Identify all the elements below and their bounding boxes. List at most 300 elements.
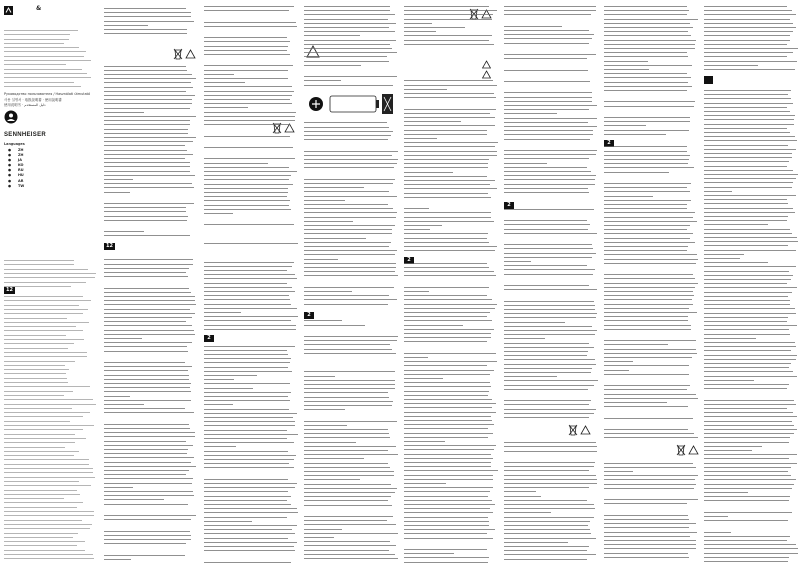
text-line [204,404,233,405]
text-line [104,321,186,322]
text-line [204,312,241,313]
text-line [304,376,335,377]
text-line [604,344,668,345]
text-line [304,23,396,24]
text-line [304,155,392,156]
text-line [504,261,531,262]
text-line [104,432,195,433]
warning-triangle-icon [482,70,491,79]
text-line [104,555,185,556]
text-line [604,14,687,15]
text-line [404,517,488,518]
text-line [204,392,291,393]
text-line [604,134,666,135]
text-line [604,418,693,419]
text-line [204,50,287,51]
text-line [404,180,495,181]
text-line [704,178,796,179]
text-line [104,531,190,532]
text-line [304,44,390,45]
text-line [704,187,792,188]
text-line [504,372,591,373]
text-line [104,33,187,34]
text-line [204,491,288,492]
text-line [304,484,391,485]
text-line [304,492,395,493]
text-line [204,455,296,456]
text-line [104,158,185,159]
text-line [304,458,364,459]
text-line [604,263,696,264]
text-line [504,550,587,551]
text-line [204,147,293,148]
text-line [204,192,288,193]
text-line [604,6,687,7]
text-line [604,291,693,292]
text-line [704,27,796,28]
text-line [504,483,597,484]
text-line [304,122,387,123]
language-item: ● KO [8,163,24,168]
text-line [404,337,491,338]
text-line [404,433,493,434]
text-line [504,163,547,164]
text-line [704,371,793,372]
text-line [4,451,79,452]
text-line [704,416,797,417]
text-line [104,387,190,388]
text-line [4,277,95,278]
text-line [104,436,195,437]
text-line [504,10,596,11]
text-line [304,127,389,128]
text-line [104,304,196,305]
text-line [4,468,93,469]
text-line [204,430,287,431]
text-line [504,404,589,405]
text-line [104,66,186,67]
text-line [404,333,491,334]
text-line [204,496,291,497]
text-line [704,31,793,32]
text-line [504,529,590,530]
text-line [4,309,88,310]
text-line [504,248,593,249]
text-line [504,500,587,501]
text-line [604,187,687,188]
text-line [204,74,234,75]
text-line [104,535,191,536]
text-line [304,48,392,49]
text-line [304,475,394,476]
text-line [304,275,398,276]
text-line [304,388,395,389]
text-line [704,182,793,183]
text-line [704,10,792,11]
text-line [204,383,290,384]
text-line [704,325,797,326]
text-line [504,479,597,480]
text-line [204,504,291,505]
text-line [404,27,465,28]
text-line [4,416,83,417]
text-line [604,151,687,152]
text-line [204,65,293,66]
text-line [404,172,453,173]
text-line [604,389,687,390]
text-line [604,429,688,430]
text-line [204,188,288,189]
text-line [504,338,545,339]
text-line [4,545,77,546]
text-line [404,197,491,198]
text-line [704,540,787,541]
text-line [204,425,295,426]
text-line [504,70,588,71]
text-line [704,56,787,57]
text-line [304,200,345,201]
text-line [4,30,78,31]
cover-ref-line-2: 사용 설명서 · 取扱説明書 · 使用說明書 [4,98,62,102]
text-line [104,351,188,352]
text-line [404,238,487,239]
text-line [4,459,89,460]
text-line [604,82,688,83]
text-line [704,367,789,368]
text-line [304,463,388,464]
text-line [704,463,797,464]
text-line [4,541,85,542]
text-line [4,269,88,270]
text-line [404,399,492,400]
text-line [204,525,297,526]
text-line [704,153,792,154]
text-line [4,339,84,340]
text-line [504,466,594,467]
text-line [404,184,490,185]
text-line [404,312,490,313]
text-line [304,191,389,192]
text-line [304,401,393,402]
text-line [104,120,190,121]
text-line [604,250,687,251]
text-line [404,109,496,110]
text-line [104,515,196,516]
text-line [204,70,288,71]
text-line [204,299,290,300]
text-line [404,151,497,152]
text-line [204,116,295,117]
text-line [104,166,190,167]
text-line [604,208,687,209]
text-line [4,69,82,70]
text-line [604,406,688,407]
text-line [304,65,361,66]
text-line [604,475,698,476]
text-line [204,396,288,397]
text-line [304,254,395,255]
text-line [404,188,497,189]
text-line [204,283,287,284]
text-line [204,388,253,389]
text-line [404,462,491,463]
text-line [504,504,594,505]
text-line [504,554,596,555]
text-line [604,361,633,362]
text-line [604,242,695,243]
text-line [204,120,295,121]
text-line [604,196,653,197]
text-line [104,116,196,117]
text-line [704,342,795,343]
text-line [604,259,698,260]
text-line [604,304,693,305]
battery-warning-illustration [308,90,394,118]
text-line [404,163,488,164]
text-line [104,264,193,265]
text-line [404,193,488,194]
text-line [604,183,691,184]
text-line [404,329,494,330]
text-line [204,243,298,244]
text-line [304,471,394,472]
text-line [204,86,292,87]
text-line [104,317,192,318]
section-marker: 12 [106,243,113,249]
text-line [604,398,698,399]
language-item: ● TW [8,183,25,188]
text-line [504,330,597,331]
text-line [204,103,292,104]
text-line [504,54,596,55]
text-line [504,150,597,151]
text-line [704,258,740,259]
text-line [4,386,90,387]
text-line [304,80,341,81]
text-line [4,264,74,265]
text-line [304,344,390,345]
text-line [104,268,189,269]
text-line [704,107,787,108]
text-line [104,362,185,363]
text-line [404,365,487,366]
text-line [4,300,91,301]
text-line [404,263,487,264]
text-line [404,176,487,177]
text-line [504,118,597,119]
text-line [404,512,493,513]
text-line [504,244,592,245]
text-line [204,375,257,376]
text-line [4,273,96,274]
text-line [404,553,454,554]
text-line [4,554,93,555]
text-line [4,524,92,525]
text-line [104,133,188,134]
text-line [704,136,795,137]
text-line [204,158,295,159]
text-line [404,19,492,20]
text-line [404,320,492,321]
text-line [604,90,687,91]
text-line [204,329,296,330]
text-line [404,93,494,94]
text-line [204,54,290,55]
text-line [504,224,590,225]
text-line [704,94,788,95]
ampersand-mark: & [36,5,42,12]
text-line [404,117,495,118]
text-line [704,350,791,351]
text-line [4,498,64,499]
text-line [304,405,392,406]
text-line [4,356,87,357]
text-line [304,212,397,213]
text-line [704,262,768,263]
text-line [4,373,66,374]
text-line [504,546,589,547]
text-line [104,539,191,540]
text-line [704,450,752,451]
text-line [4,305,79,306]
text-line [404,403,496,404]
text-line [704,229,790,230]
text-line [4,511,94,512]
text-line [404,242,489,243]
text-line [404,525,489,526]
text-line [4,382,68,383]
text-line [104,74,192,75]
text-line [204,409,289,410]
text-line [604,374,689,375]
text-line [204,542,297,543]
text-line [404,130,487,131]
text-line [404,304,497,305]
text-line [4,378,67,379]
text-line [404,233,488,234]
text-line [404,291,429,292]
text-line [304,409,345,410]
section-marker-block [704,76,713,84]
text-line [404,445,496,446]
text-line [204,463,289,464]
text-line [304,371,395,372]
text-line [604,23,690,24]
text-line [204,22,296,23]
text-line [504,322,565,323]
sennheiser-logo-icon [4,6,13,15]
text-line [4,464,89,465]
text-line [504,538,596,539]
text-line [504,409,596,410]
text-line [604,515,688,516]
text-line [304,304,388,305]
text-line [4,47,79,48]
text-line [204,95,292,96]
text-line [704,254,744,255]
text-line [304,52,397,53]
text-line [104,474,186,475]
text-line [604,433,694,434]
text-line [204,379,234,380]
text-line [204,209,291,210]
text-line [4,533,78,534]
text-line [304,397,389,398]
text-line [204,41,290,42]
text-line [504,400,591,401]
text-line [504,389,588,390]
text-line [604,402,667,403]
text-line [704,111,790,112]
cover-ref-line-3: 使用说明书 · دليل المستخدم [4,103,46,107]
text-line [604,340,696,341]
text-line [704,412,793,413]
text-line [304,151,398,152]
text-line [304,425,347,426]
text-line [704,35,790,36]
text-line [604,40,696,41]
text-line [704,479,796,480]
text-line [604,349,696,350]
text-line [404,221,494,222]
text-line [4,34,70,35]
text-line [104,504,188,505]
text-line [504,38,592,39]
text-line [204,224,294,225]
text-line [204,346,295,347]
text-line [204,167,289,168]
text-line [204,508,297,509]
text-line [304,558,398,559]
text-line [204,99,290,100]
text-line [4,365,65,366]
text-line [104,87,193,88]
text-line [704,512,792,513]
text-line [404,508,490,509]
text-line [704,195,796,196]
text-line [604,536,690,537]
text-line [204,82,245,83]
text-line [4,537,73,538]
text-line [104,29,187,30]
text-line [204,562,291,563]
text-line [304,131,393,132]
recycle-icon [185,49,196,59]
text-line [404,155,497,156]
text-line [304,500,388,501]
text-line [504,512,551,513]
text-line [104,78,196,79]
text-line [404,229,430,230]
text-line [204,479,288,480]
text-line [504,34,594,35]
text-line [4,408,72,409]
text-line [304,221,353,222]
text-line [404,395,488,396]
text-line [404,208,429,209]
text-line [704,496,790,497]
text-line [504,487,589,488]
text-line [104,396,130,397]
text-line [104,220,187,221]
text-line [704,6,787,7]
text-line [704,308,795,309]
text-line [404,316,487,317]
text-line [204,107,248,108]
text-line [304,233,392,234]
text-line [704,338,756,339]
text-line [504,462,595,463]
